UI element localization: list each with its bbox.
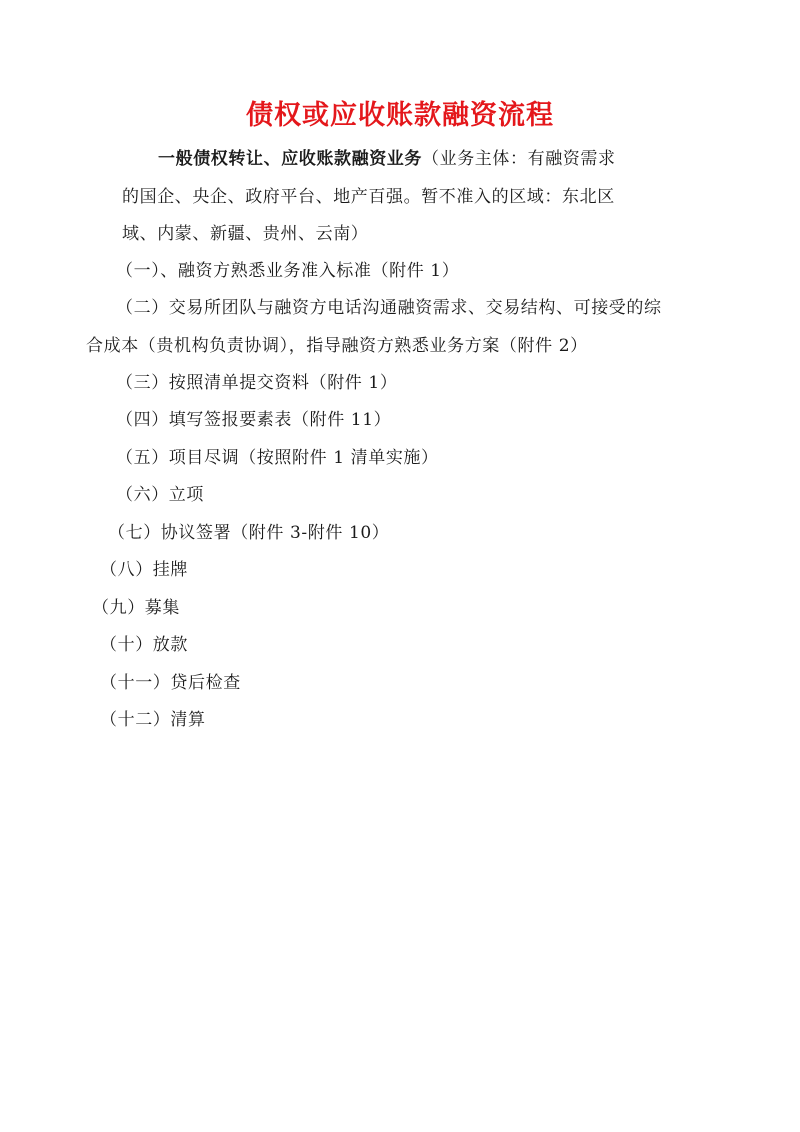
step-10: （十）放款: [100, 635, 188, 655]
intro-lead: 一般债权转让、应收账款融资业务: [158, 149, 422, 169]
document-title: 债权或应收账款融资流程: [246, 100, 554, 131]
intro-line-2: 的国企、央企、政府平台、地产百强。暂不准入的区域：东北区: [122, 187, 615, 207]
step-7: （七）协议签署（附件 3-附件 10）: [108, 523, 390, 543]
step-12: （十二）清算: [100, 710, 206, 730]
step-11: （十一）贷后检查: [100, 673, 241, 693]
step-8: （八）挂牌: [100, 560, 188, 580]
step-2-continued: 合成本（贵机构负责协调），指导融资方熟悉业务方案（附件 2）: [86, 336, 588, 356]
intro-line-1: [158, 147, 616, 171]
step-9: （九）募集: [92, 598, 180, 618]
intro-line-1-rest: （业务主体：有融资需求: [422, 149, 616, 169]
step-4: （四）填写签报要素表（附件 11）: [116, 410, 392, 430]
step-2: （二）交易所团队与融资方电话沟通融资需求、交易结构、可接受的综: [116, 298, 662, 318]
step-3: （三）按照清单提交资料（附件 1）: [116, 373, 398, 393]
step-6: （六）立项: [116, 485, 204, 505]
step-5: （五）项目尽调（按照附件 1 清单实施）: [116, 448, 439, 468]
intro-line-3: 域、内蒙、新疆、贵州、云南）: [122, 224, 369, 244]
step-1: （一）、融资方熟悉业务准入标准（附件 1）: [116, 261, 460, 281]
